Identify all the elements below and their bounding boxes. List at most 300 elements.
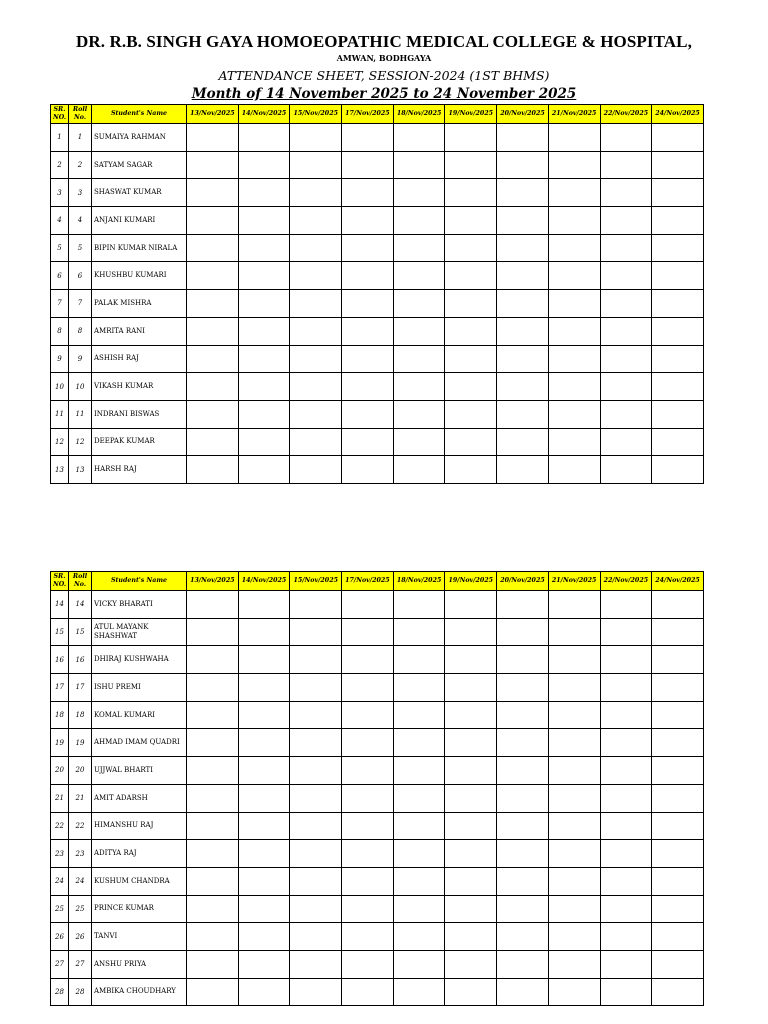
attendance-cell[interactable]	[497, 895, 549, 923]
attendance-cell[interactable]	[497, 784, 549, 812]
attendance-cell[interactable]	[187, 345, 239, 373]
attendance-cell[interactable]	[652, 456, 704, 484]
attendance-cell[interactable]	[497, 812, 549, 840]
attendance-cell[interactable]	[393, 812, 445, 840]
attendance-cell[interactable]	[187, 923, 239, 951]
attendance-cell[interactable]	[238, 428, 290, 456]
attendance-cell[interactable]	[652, 895, 704, 923]
attendance-cell[interactable]	[342, 290, 394, 318]
attendance-cell[interactable]	[238, 923, 290, 951]
sr-cell: 24	[51, 867, 69, 895]
attendance-cell[interactable]	[238, 840, 290, 868]
attendance-cell[interactable]	[497, 400, 549, 428]
attendance-cell[interactable]	[548, 757, 600, 785]
attendance-cell[interactable]	[238, 151, 290, 179]
attendance-cell[interactable]	[445, 317, 497, 345]
attendance-cell[interactable]	[342, 428, 394, 456]
attendance-cell[interactable]	[290, 784, 342, 812]
sr-cell: 23	[51, 840, 69, 868]
attendance-cell[interactable]	[497, 591, 549, 619]
attendance-cell[interactable]	[290, 757, 342, 785]
attendance-cell[interactable]	[238, 345, 290, 373]
attendance-cell[interactable]	[187, 591, 239, 619]
attendance-cell[interactable]	[187, 207, 239, 235]
attendance-cell[interactable]	[445, 179, 497, 207]
attendance-cell[interactable]	[445, 290, 497, 318]
attendance-cell[interactable]	[548, 840, 600, 868]
attendance-cell[interactable]	[187, 290, 239, 318]
attendance-cell[interactable]	[497, 456, 549, 484]
attendance-cell[interactable]	[290, 701, 342, 729]
attendance-cell[interactable]	[238, 757, 290, 785]
attendance-cell[interactable]	[600, 179, 652, 207]
attendance-cell[interactable]	[652, 179, 704, 207]
attendance-cell[interactable]	[238, 400, 290, 428]
attendance-cell[interactable]	[187, 978, 239, 1006]
attendance-cell[interactable]	[393, 151, 445, 179]
attendance-cell[interactable]	[290, 895, 342, 923]
attendance-cell[interactable]	[187, 179, 239, 207]
attendance-cell[interactable]	[600, 234, 652, 262]
attendance-cell[interactable]	[342, 646, 394, 674]
attendance-cell[interactable]	[548, 151, 600, 179]
attendance-cell[interactable]	[600, 400, 652, 428]
attendance-cell[interactable]	[548, 207, 600, 235]
attendance-cell[interactable]	[600, 151, 652, 179]
attendance-cell[interactable]	[187, 701, 239, 729]
attendance-cell[interactable]	[238, 317, 290, 345]
attendance-cell[interactable]	[238, 373, 290, 401]
attendance-cell[interactable]	[652, 701, 704, 729]
attendance-cell[interactable]	[497, 840, 549, 868]
attendance-cell[interactable]	[652, 317, 704, 345]
attendance-cell[interactable]	[497, 923, 549, 951]
attendance-cell[interactable]	[548, 290, 600, 318]
attendance-cell[interactable]	[548, 895, 600, 923]
attendance-cell[interactable]	[600, 895, 652, 923]
attendance-cell[interactable]	[497, 234, 549, 262]
attendance-cell[interactable]	[652, 290, 704, 318]
roll-cell: 19	[69, 729, 92, 757]
attendance-cell[interactable]	[238, 591, 290, 619]
attendance-cell[interactable]	[652, 207, 704, 235]
attendance-cell[interactable]	[393, 234, 445, 262]
attendance-cell[interactable]	[548, 400, 600, 428]
student-name-cell: BIPIN KUMAR NIRALA	[92, 234, 187, 262]
attendance-cell[interactable]	[600, 950, 652, 978]
attendance-cell[interactable]	[342, 757, 394, 785]
attendance-cell[interactable]	[652, 373, 704, 401]
attendance-cell[interactable]	[600, 701, 652, 729]
attendance-cell[interactable]	[652, 428, 704, 456]
student-name-cell: UJJWAL BHARTI	[92, 757, 187, 785]
attendance-cell[interactable]	[652, 400, 704, 428]
attendance-cell[interactable]	[445, 151, 497, 179]
attendance-cell[interactable]	[342, 812, 394, 840]
attendance-cell[interactable]	[290, 207, 342, 235]
attendance-cell[interactable]	[393, 618, 445, 646]
attendance-cell[interactable]	[290, 317, 342, 345]
attendance-cell[interactable]	[445, 400, 497, 428]
attendance-cell[interactable]	[600, 840, 652, 868]
attendance-cell[interactable]	[342, 923, 394, 951]
attendance-cell[interactable]	[445, 978, 497, 1006]
attendance-cell[interactable]	[600, 345, 652, 373]
attendance-cell[interactable]	[238, 456, 290, 484]
attendance-cell[interactable]	[548, 923, 600, 951]
attendance-cell[interactable]	[445, 456, 497, 484]
attendance-cell[interactable]	[187, 618, 239, 646]
attendance-cell[interactable]	[187, 674, 239, 702]
attendance-cell[interactable]	[445, 840, 497, 868]
attendance-cell[interactable]	[600, 646, 652, 674]
attendance-cell[interactable]	[497, 701, 549, 729]
roll-cell: 9	[69, 345, 92, 373]
attendance-cell[interactable]	[238, 207, 290, 235]
attendance-cell[interactable]	[548, 674, 600, 702]
attendance-cell[interactable]	[342, 345, 394, 373]
attendance-cell[interactable]	[600, 812, 652, 840]
attendance-cell[interactable]	[652, 923, 704, 951]
attendance-cell[interactable]	[548, 234, 600, 262]
attendance-cell[interactable]	[342, 674, 394, 702]
col-date-header: 18/Nov/2025	[393, 572, 445, 591]
attendance-cell[interactable]	[238, 784, 290, 812]
attendance-cell[interactable]	[445, 729, 497, 757]
attendance-cell[interactable]	[445, 674, 497, 702]
attendance-cell[interactable]	[238, 262, 290, 290]
attendance-cell[interactable]	[445, 124, 497, 152]
attendance-cell[interactable]	[652, 674, 704, 702]
table-row	[51, 317, 704, 345]
attendance-cell[interactable]	[393, 784, 445, 812]
table-row	[51, 179, 704, 207]
attendance-cell[interactable]	[652, 840, 704, 868]
attendance-cell[interactable]	[652, 262, 704, 290]
attendance-cell[interactable]	[393, 262, 445, 290]
attendance-cell[interactable]	[548, 179, 600, 207]
attendance-cell[interactable]	[600, 207, 652, 235]
table-row	[51, 950, 704, 978]
attendance-cell[interactable]	[445, 591, 497, 619]
attendance-cell[interactable]	[393, 701, 445, 729]
attendance-cell[interactable]	[445, 262, 497, 290]
attendance-cell[interactable]	[548, 373, 600, 401]
attendance-cell[interactable]	[290, 674, 342, 702]
attendance-cell[interactable]	[342, 317, 394, 345]
attendance-cell[interactable]	[393, 290, 445, 318]
attendance-cell[interactable]	[497, 950, 549, 978]
attendance-cell[interactable]	[445, 373, 497, 401]
attendance-cell[interactable]	[548, 262, 600, 290]
attendance-cell[interactable]	[445, 923, 497, 951]
attendance-cell[interactable]	[393, 978, 445, 1006]
attendance-cell[interactable]	[600, 618, 652, 646]
attendance-cell[interactable]	[600, 290, 652, 318]
attendance-cell[interactable]	[393, 591, 445, 619]
attendance-cell[interactable]	[290, 151, 342, 179]
attendance-cell[interactable]	[342, 591, 394, 619]
attendance-cell[interactable]	[238, 978, 290, 1006]
attendance-cell[interactable]	[548, 591, 600, 619]
attendance-cell[interactable]	[652, 812, 704, 840]
attendance-cell[interactable]	[238, 646, 290, 674]
attendance-cell[interactable]	[600, 923, 652, 951]
attendance-cell[interactable]	[445, 345, 497, 373]
attendance-table-2	[50, 571, 704, 1006]
attendance-cell[interactable]	[238, 234, 290, 262]
col-sr-header: SR. NO.	[51, 105, 69, 124]
attendance-cell[interactable]	[445, 950, 497, 978]
attendance-cell[interactable]	[548, 317, 600, 345]
attendance-cell[interactable]	[342, 729, 394, 757]
attendance-cell[interactable]	[290, 840, 342, 868]
attendance-cell[interactable]	[393, 923, 445, 951]
sr-cell: 2	[51, 151, 69, 179]
attendance-cell[interactable]	[393, 124, 445, 152]
attendance-cell[interactable]	[445, 701, 497, 729]
attendance-cell[interactable]	[342, 373, 394, 401]
attendance-cell[interactable]	[238, 124, 290, 152]
attendance-cell[interactable]	[600, 784, 652, 812]
attendance-cell[interactable]	[342, 400, 394, 428]
attendance-cell[interactable]	[187, 867, 239, 895]
attendance-cell[interactable]	[600, 674, 652, 702]
attendance-cell[interactable]	[290, 812, 342, 840]
attendance-cell[interactable]	[497, 290, 549, 318]
attendance-cell[interactable]	[652, 124, 704, 152]
attendance-cell[interactable]	[187, 373, 239, 401]
attendance-cell[interactable]	[290, 179, 342, 207]
attendance-cell[interactable]	[290, 867, 342, 895]
table-row	[51, 784, 704, 812]
attendance-cell[interactable]	[600, 729, 652, 757]
attendance-cell[interactable]	[600, 262, 652, 290]
attendance-cell[interactable]	[548, 428, 600, 456]
attendance-cell[interactable]	[652, 345, 704, 373]
attendance-cell[interactable]	[187, 317, 239, 345]
attendance-cell[interactable]	[187, 262, 239, 290]
attendance-cell[interactable]	[497, 373, 549, 401]
attendance-cell[interactable]	[342, 950, 394, 978]
roll-cell: 25	[69, 895, 92, 923]
attendance-cell[interactable]	[342, 618, 394, 646]
attendance-cell[interactable]	[290, 950, 342, 978]
attendance-cell[interactable]	[497, 618, 549, 646]
attendance-cell[interactable]	[600, 373, 652, 401]
attendance-cell[interactable]	[548, 978, 600, 1006]
attendance-cell[interactable]	[600, 867, 652, 895]
attendance-cell[interactable]	[342, 456, 394, 484]
attendance-cell[interactable]	[445, 784, 497, 812]
attendance-cell[interactable]	[393, 179, 445, 207]
attendance-cell[interactable]	[600, 124, 652, 152]
attendance-cell[interactable]	[187, 234, 239, 262]
attendance-cell[interactable]	[187, 840, 239, 868]
attendance-cell[interactable]	[600, 456, 652, 484]
attendance-cell[interactable]	[187, 151, 239, 179]
attendance-cell[interactable]	[290, 400, 342, 428]
attendance-cell[interactable]	[652, 729, 704, 757]
attendance-cell[interactable]	[497, 262, 549, 290]
attendance-cell[interactable]	[497, 207, 549, 235]
attendance-cell[interactable]	[238, 812, 290, 840]
attendance-cell[interactable]	[187, 950, 239, 978]
attendance-cell[interactable]	[187, 428, 239, 456]
attendance-cell[interactable]	[497, 867, 549, 895]
attendance-cell[interactable]	[393, 729, 445, 757]
attendance-cell[interactable]	[238, 179, 290, 207]
student-name-cell: SUMAIYA RAHMAN	[92, 124, 187, 152]
attendance-cell[interactable]	[342, 784, 394, 812]
attendance-cell[interactable]	[445, 207, 497, 235]
attendance-cell[interactable]	[187, 729, 239, 757]
attendance-cell[interactable]	[238, 729, 290, 757]
attendance-cell[interactable]	[497, 151, 549, 179]
attendance-cell[interactable]	[187, 757, 239, 785]
attendance-cell[interactable]	[393, 400, 445, 428]
attendance-cell[interactable]	[238, 950, 290, 978]
attendance-cell[interactable]	[290, 456, 342, 484]
attendance-cell[interactable]	[497, 729, 549, 757]
attendance-cell[interactable]	[548, 867, 600, 895]
attendance-cell[interactable]	[548, 618, 600, 646]
attendance-cell[interactable]	[393, 456, 445, 484]
attendance-cell[interactable]	[238, 674, 290, 702]
attendance-cell[interactable]	[393, 646, 445, 674]
attendance-cell[interactable]	[290, 124, 342, 152]
attendance-cell[interactable]	[548, 729, 600, 757]
attendance-cell[interactable]	[342, 124, 394, 152]
attendance-cell[interactable]	[393, 840, 445, 868]
attendance-cell[interactable]	[290, 345, 342, 373]
attendance-cell[interactable]	[290, 978, 342, 1006]
attendance-cell[interactable]	[652, 151, 704, 179]
attendance-cell[interactable]	[497, 428, 549, 456]
attendance-cell[interactable]	[393, 950, 445, 978]
attendance-cell[interactable]	[290, 234, 342, 262]
attendance-cell[interactable]	[652, 618, 704, 646]
attendance-cell[interactable]	[652, 591, 704, 619]
attendance-cell[interactable]	[600, 428, 652, 456]
attendance-cell[interactable]	[393, 317, 445, 345]
attendance-cell[interactable]	[445, 867, 497, 895]
attendance-cell[interactable]	[342, 151, 394, 179]
attendance-cell[interactable]	[187, 124, 239, 152]
attendance-cell[interactable]	[342, 262, 394, 290]
attendance-cell[interactable]	[497, 345, 549, 373]
attendance-cell[interactable]	[342, 234, 394, 262]
attendance-cell[interactable]	[652, 867, 704, 895]
attendance-cell[interactable]	[187, 895, 239, 923]
attendance-cell[interactable]	[652, 757, 704, 785]
attendance-cell[interactable]	[342, 840, 394, 868]
attendance-cell[interactable]	[548, 124, 600, 152]
attendance-cell[interactable]	[238, 895, 290, 923]
attendance-cell[interactable]	[290, 646, 342, 674]
attendance-cell[interactable]	[238, 618, 290, 646]
attendance-cell[interactable]	[652, 950, 704, 978]
attendance-cell[interactable]	[238, 290, 290, 318]
attendance-cell[interactable]	[548, 812, 600, 840]
attendance-cell[interactable]	[393, 757, 445, 785]
attendance-cell[interactable]	[187, 812, 239, 840]
attendance-cell[interactable]	[342, 978, 394, 1006]
attendance-cell[interactable]	[342, 867, 394, 895]
col-date-header: 24/Nov/2025	[652, 572, 704, 591]
attendance-cell[interactable]	[600, 978, 652, 1006]
attendance-cell[interactable]	[497, 124, 549, 152]
attendance-cell[interactable]	[652, 784, 704, 812]
attendance-cell[interactable]	[497, 674, 549, 702]
attendance-cell[interactable]	[445, 428, 497, 456]
attendance-cell[interactable]	[393, 895, 445, 923]
attendance-cell[interactable]	[548, 646, 600, 674]
attendance-cell[interactable]	[445, 618, 497, 646]
attendance-cell[interactable]	[548, 784, 600, 812]
attendance-cell[interactable]	[652, 646, 704, 674]
attendance-cell[interactable]	[445, 646, 497, 674]
roll-cell: 8	[69, 317, 92, 345]
attendance-cell[interactable]	[342, 895, 394, 923]
attendance-cell[interactable]	[445, 234, 497, 262]
attendance-cell[interactable]	[393, 674, 445, 702]
attendance-cell[interactable]	[290, 923, 342, 951]
attendance-cell[interactable]	[497, 179, 549, 207]
attendance-cell[interactable]	[290, 262, 342, 290]
attendance-cell[interactable]	[497, 646, 549, 674]
attendance-cell[interactable]	[290, 618, 342, 646]
attendance-cell[interactable]	[393, 428, 445, 456]
attendance-cell[interactable]	[393, 207, 445, 235]
attendance-cell[interactable]	[290, 591, 342, 619]
attendance-cell[interactable]	[548, 456, 600, 484]
attendance-cell[interactable]	[290, 290, 342, 318]
attendance-cell[interactable]	[187, 646, 239, 674]
attendance-cell[interactable]	[187, 400, 239, 428]
attendance-cell[interactable]	[548, 950, 600, 978]
attendance-cell[interactable]	[290, 373, 342, 401]
attendance-cell[interactable]	[393, 345, 445, 373]
attendance-cell[interactable]	[445, 757, 497, 785]
attendance-cell[interactable]	[445, 895, 497, 923]
attendance-cell[interactable]	[652, 978, 704, 1006]
attendance-cell[interactable]	[497, 317, 549, 345]
attendance-cell[interactable]	[187, 456, 239, 484]
attendance-cell[interactable]	[393, 867, 445, 895]
col-date-header: 22/Nov/2025	[600, 572, 652, 591]
attendance-cell[interactable]	[342, 179, 394, 207]
sr-cell: 25	[51, 895, 69, 923]
attendance-cell[interactable]	[548, 701, 600, 729]
attendance-cell[interactable]	[290, 729, 342, 757]
attendance-cell[interactable]	[600, 757, 652, 785]
attendance-cell[interactable]	[600, 317, 652, 345]
attendance-cell[interactable]	[290, 428, 342, 456]
attendance-cell[interactable]	[497, 757, 549, 785]
attendance-cell[interactable]	[342, 701, 394, 729]
attendance-cell[interactable]	[497, 978, 549, 1006]
attendance-cell[interactable]	[548, 345, 600, 373]
attendance-cell[interactable]	[393, 373, 445, 401]
attendance-cell[interactable]	[187, 784, 239, 812]
attendance-cell[interactable]	[600, 591, 652, 619]
attendance-cell[interactable]	[238, 701, 290, 729]
attendance-cell[interactable]	[652, 234, 704, 262]
attendance-cell[interactable]	[238, 867, 290, 895]
attendance-cell[interactable]	[342, 207, 394, 235]
attendance-cell[interactable]	[445, 812, 497, 840]
